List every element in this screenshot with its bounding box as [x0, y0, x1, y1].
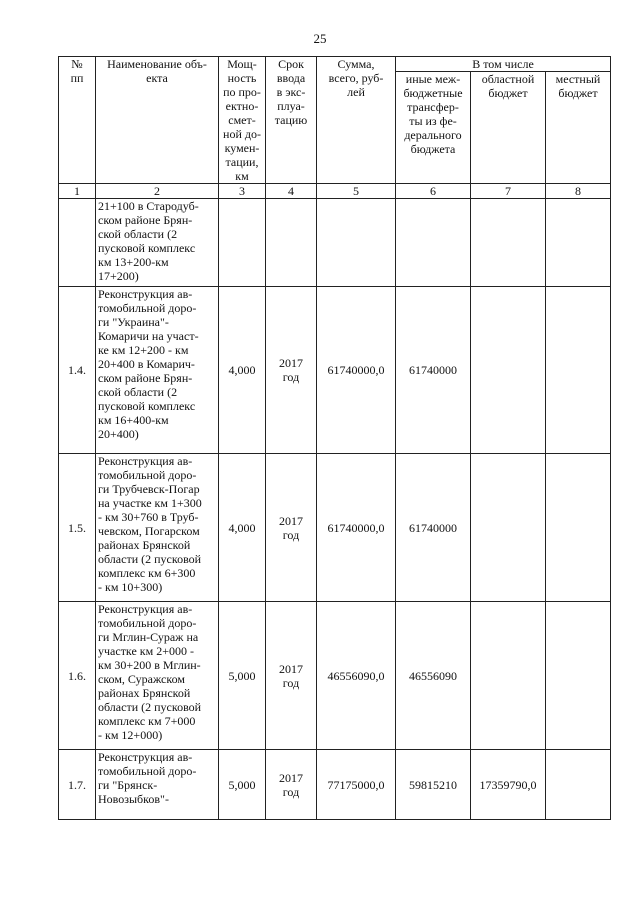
term-value: 2017 год — [266, 454, 317, 602]
row-number — [59, 199, 96, 287]
object-name: Реконструкция ав- томобильной доро- ги "Брянск- Новозыбков"- — [96, 750, 219, 820]
sum-value: 77175000,0 — [317, 750, 396, 820]
term-value: 2017 год — [266, 287, 317, 454]
federal-value: 59815210 — [396, 750, 471, 820]
regional-value: 17359790,0 — [471, 750, 546, 820]
regional-value — [471, 602, 546, 750]
column-number: 6 — [396, 184, 471, 199]
federal-value: 46556090 — [396, 602, 471, 750]
local-value — [546, 199, 611, 287]
header-object-name: Наименование объ- екта — [96, 57, 219, 184]
column-number: 4 — [266, 184, 317, 199]
sum-value: 46556090,0 — [317, 602, 396, 750]
term-value — [266, 199, 317, 287]
header-federal-transfers: иные меж- бюджетные трансфер- ты из фе- дерального бюджета — [396, 72, 471, 184]
row-number: 1.7. — [59, 750, 96, 820]
table-row — [59, 454, 611, 602]
regional-value — [471, 454, 546, 602]
power-value: 5,000 — [219, 750, 266, 820]
header-power: Мощ- ность по про- ектно- смет- ной до- кумен- тации, км — [219, 57, 266, 184]
column-number: 1 — [59, 184, 96, 199]
column-number: 2 — [96, 184, 219, 199]
local-value — [546, 750, 611, 820]
table-row — [59, 287, 611, 454]
table-row — [59, 750, 611, 820]
column-number: 7 — [471, 184, 546, 199]
regional-value — [471, 199, 546, 287]
federal-value: 61740000 — [396, 287, 471, 454]
power-value: 4,000 — [219, 287, 266, 454]
term-value: 2017 год — [266, 750, 317, 820]
power-value: 4,000 — [219, 454, 266, 602]
table-row — [59, 602, 611, 750]
column-number-row — [59, 184, 611, 199]
federal-value — [396, 199, 471, 287]
sum-value: 61740000,0 — [317, 454, 396, 602]
page-number: 25 — [313, 31, 327, 46]
row-number: 1.6. — [59, 602, 96, 750]
header-commission-term: Срок ввода в экс- плуа- тацию — [266, 57, 317, 184]
header-number: № пп — [59, 57, 96, 184]
sum-value: 61740000,0 — [317, 287, 396, 454]
budget-table — [58, 56, 611, 820]
local-value — [546, 287, 611, 454]
header-local-budget: местный бюджет — [546, 72, 611, 184]
federal-value: 61740000 — [396, 454, 471, 602]
column-number: 3 — [219, 184, 266, 199]
row-number: 1.4. — [59, 287, 96, 454]
term-value: 2017 год — [266, 602, 317, 750]
header-total-sum: Сумма, всего, руб- лей — [317, 57, 396, 184]
sum-value — [317, 199, 396, 287]
local-value — [546, 454, 611, 602]
regional-value — [471, 287, 546, 454]
table-row — [59, 199, 611, 287]
header-regional-budget: областной бюджет — [471, 72, 546, 184]
power-value — [219, 199, 266, 287]
power-value: 5,000 — [219, 602, 266, 750]
row-number: 1.5. — [59, 454, 96, 602]
header-including: В том числе — [396, 57, 611, 72]
object-name: Реконструкция ав- томобильной доро- ги Мглин-Сураж на участке км 2+000 - км 30+200 в Мглин- ском, Суражском районах Брянской области (2 пусковой комплекс км 7+000 - км 12+000) — [96, 602, 219, 750]
object-name: 21+100 в Стародуб- ском районе Брян- ской области (2 пусковой комплекс км 13+200-км 17+200) — [96, 199, 219, 287]
column-number: 5 — [317, 184, 396, 199]
object-name: Реконструкция ав- томобильной доро- ги Трубчевск-Погар на участке км 1+300 - км 30+760 в Труб- чевском, Погарском районах Брянской области (2 пусковой комплекс км 6+300 - км 10+300) — [96, 454, 219, 602]
object-name: Реконструкция ав- томобильной доро- ги "Украина"- Комаричи на участ- ке км 12+200 - км 20+400 в Комарич- ском районе Брян- ской области (2 пусковой комплекс км 16+400-км 20+400) — [96, 287, 219, 454]
local-value — [546, 602, 611, 750]
column-number: 8 — [546, 184, 611, 199]
